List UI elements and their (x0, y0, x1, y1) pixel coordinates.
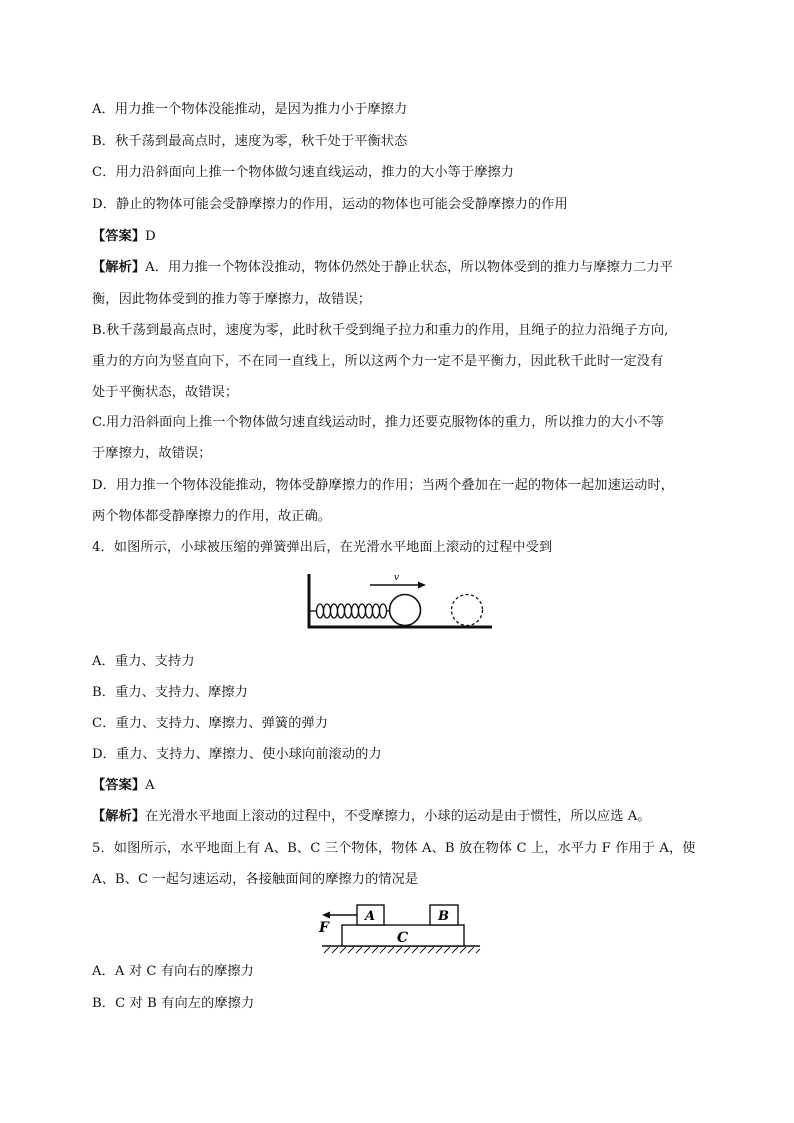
q3-analysis-line: B.秋千荡到最高点时，速度为零，此时秋千受到绳子拉力和重力的作用，且绳子的拉力沿绳子方向, (92, 323, 669, 338)
q3-analysis-line: 衡，因此物体受到的推力等于摩擦力，故错误； (92, 292, 372, 307)
spring-ball-figure (300, 566, 495, 636)
ball (390, 595, 421, 626)
spring (310, 604, 390, 618)
answer-value: D (145, 229, 156, 244)
q3-option-b: B．秋千荡到最高点时，速度为零，秋千处于平衡状态 (92, 134, 408, 149)
q3-answer (92, 228, 712, 246)
q3-analysis-line: C.用力沿斜面向上推一个物体做匀速直线运动时，推力还要克服物体的重力，所以推力的大小不等 (92, 415, 665, 430)
q5-option-b: B．C 对 B 有向左的摩擦力 (92, 996, 255, 1011)
q4-option-a: A．重力、支持力 (92, 654, 195, 669)
q4-answer (92, 777, 712, 795)
q3-analysis-line: D．用力推一个物体没能推动，物体受静摩擦力的作用；当两个叠加在一起的物体一起加速运动时， (92, 478, 675, 493)
q5-option-a: A．A 对 C 有向右的摩擦力 (92, 964, 254, 979)
q3-analysis-line: 处于平衡状态，故错误； (92, 385, 239, 400)
answer-label: 【答案】 (92, 778, 146, 793)
q4-stem: 4．如图所示，小球被压缩的弹簧弹出后，在光滑水平地面上滚动的过程中受到 (92, 540, 553, 555)
force-label: F (319, 920, 329, 936)
analysis-label: 【解析】 (92, 260, 146, 275)
q3-option-a: A．用力推一个物体没能推动，是因为推力小于摩擦力 (92, 102, 408, 117)
blocks-figure (316, 898, 484, 958)
q4-option-b: B．重力、支持力、摩擦力 (92, 685, 248, 700)
q5-stem-line-1: 5．如图所示，水平地面上有 A、B、C 三个物体，物体 A、B 放在物体 C 上，水平力 F 作用于 A，使 (92, 841, 696, 856)
q3-analysis-line: 于摩擦力，故错误； (92, 446, 212, 461)
answer-label: 【答案】 (92, 229, 146, 244)
q3-analysis-line: 重力的方向为竖直向下，不在同一直线上，所以这两个力一定不是平衡力，因此秋千此时一定没有 (92, 354, 664, 369)
answer-value: A (145, 778, 155, 793)
q3-analysis-line: 【解析】A．用力推一个物体没推动，物体仍然处于静止状态，所以物体受到的推力与摩擦力二力平 (92, 260, 673, 275)
q3-option-d: D．静止的物体可能会受静摩擦力的作用，运动的物体也可能会受静摩擦力的作用 (92, 197, 568, 212)
block-b-label: B (438, 909, 449, 924)
q5-stem-line-2: A、B、C 一起匀速运动，各接触面间的摩擦力的情况是 (92, 872, 419, 887)
q4-option-d: D．重力、支持力、摩擦力、使小球向前滚动的力 (92, 747, 382, 762)
ball-dashed (452, 595, 483, 626)
velocity-label: v (394, 573, 400, 583)
q4-option-c: C．重力、支持力、摩擦力、弹簧的弹力 (92, 716, 329, 731)
block-a-label: A (365, 909, 376, 924)
ground-hatching (324, 947, 480, 953)
q4-analysis: 【解析】在光滑水平地面上滚动的过程中，不受摩擦力，小球的运动是由于惯性，所以应选 A。 (92, 809, 651, 824)
q3-analysis-line: 两个物体都受静摩擦力的作用，故正确。 (92, 509, 332, 524)
analysis-label: 【解析】 (92, 809, 146, 824)
block-c-label: C (397, 930, 409, 946)
q3-option-c: C．用力沿斜面向上推一个物体做匀速直线运动，推力的大小等于摩擦力 (92, 165, 515, 180)
